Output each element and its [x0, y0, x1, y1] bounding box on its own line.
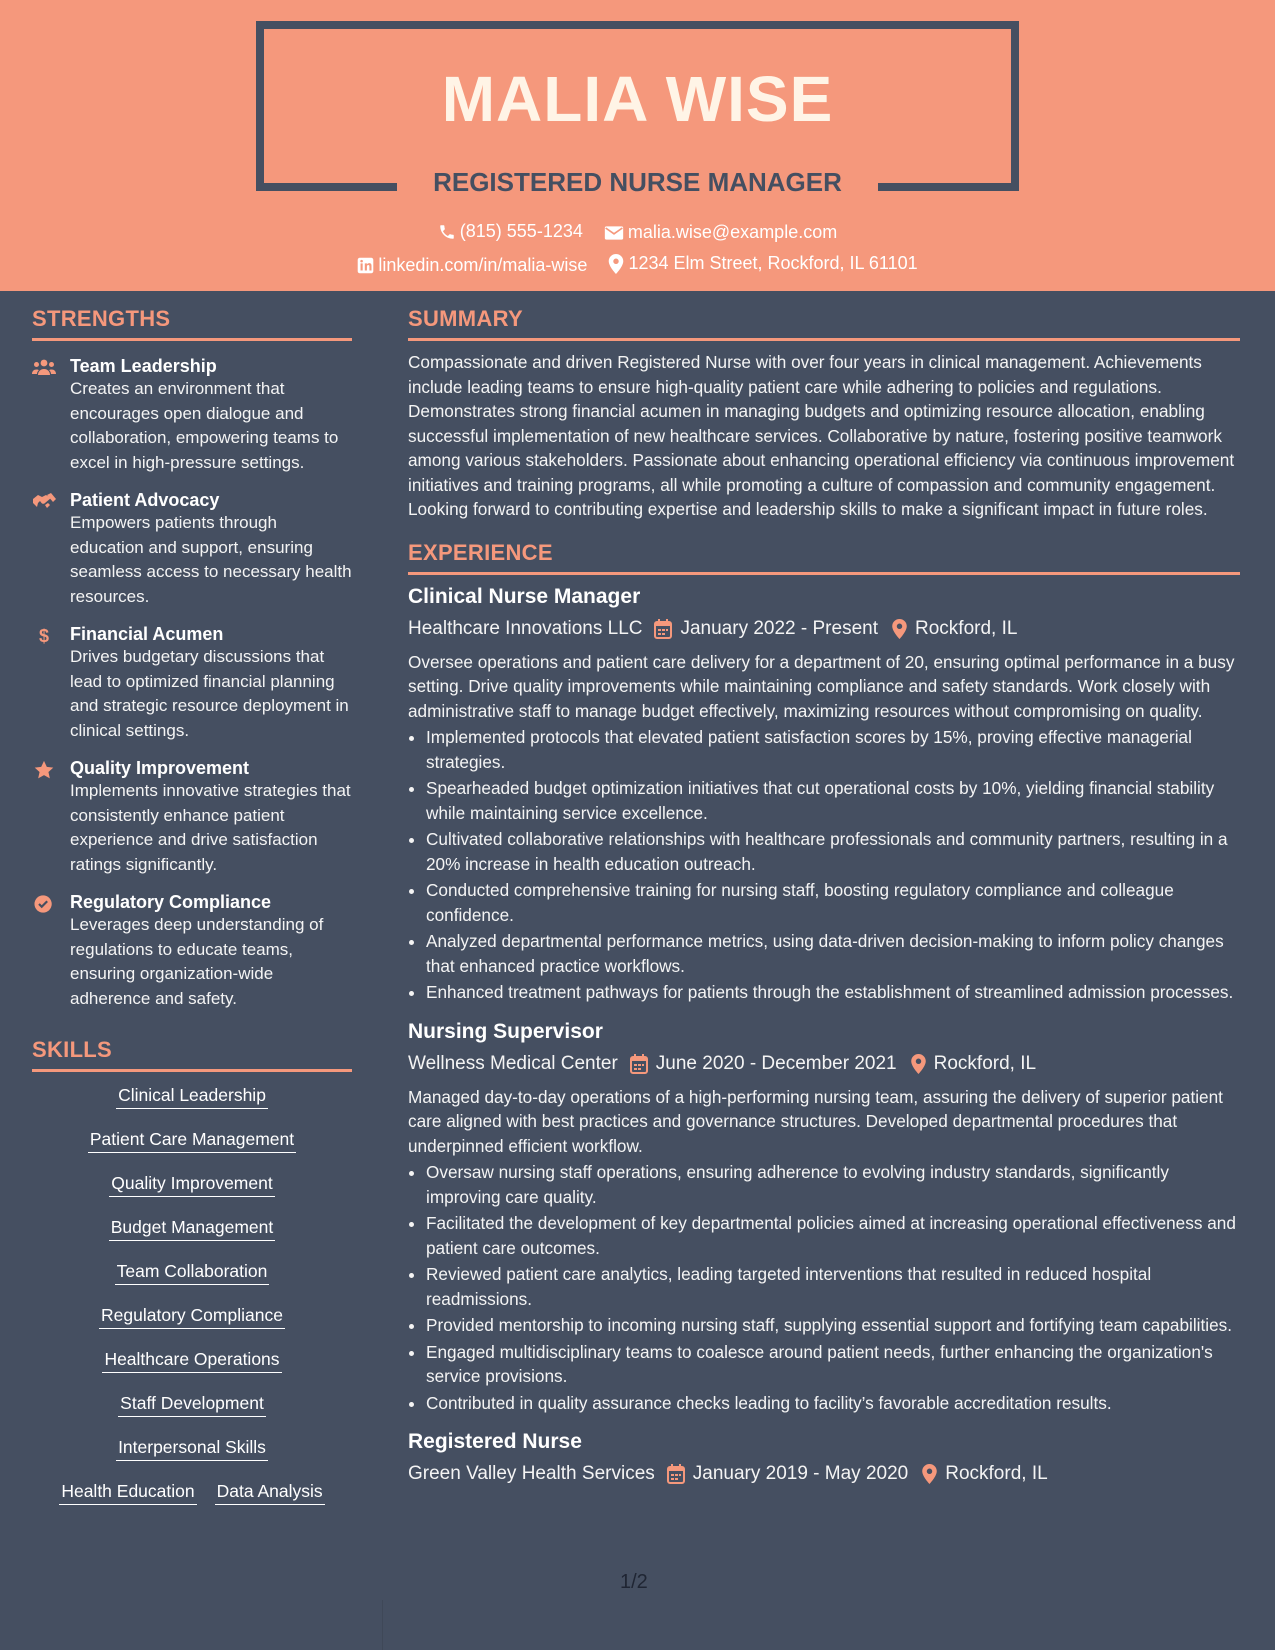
- job-bullet: • Conducted comprehensive training for nursing staff, boosting regulatory compliance and colleague confidence.: [426, 878, 1240, 927]
- strength-item: [32, 891, 352, 1011]
- phone-contact[interactable]: [438, 221, 583, 242]
- skill-tag: Health Education: [59, 1480, 196, 1505]
- calendar-icon: [654, 619, 672, 639]
- skills-heading: SKILLS: [32, 1037, 352, 1072]
- skill-tag: Patient Care Management: [88, 1128, 296, 1153]
- handshake-icon: [32, 492, 56, 510]
- experience-heading: EXPERIENCE: [408, 540, 1240, 575]
- job-bullet: • Engaged multidisciplinary teams to coalesce around patient needs, further enhancing the organization's service provisions.: [426, 1340, 1240, 1389]
- dollar-icon: [32, 626, 56, 646]
- contact-row-1: [0, 221, 1275, 246]
- summary-heading: SUMMARY: [408, 306, 1240, 341]
- job-bullet: • Reviewed patient care analytics, leading targeted interventions that resulted in reduced hospital readmissions.: [426, 1262, 1240, 1311]
- job-location: Rockford, IL: [945, 1463, 1048, 1484]
- skills-list: [32, 1084, 352, 1524]
- skill-tag: Team Collaboration: [115, 1260, 270, 1285]
- star-icon: [32, 760, 56, 780]
- job-dates: January 2019 - May 2020: [692, 1463, 909, 1484]
- job-dates: June 2020 - December 2021: [655, 1052, 897, 1074]
- job-location: Rockford, IL: [933, 1052, 1037, 1074]
- skill-tag: Quality Improvement: [109, 1172, 274, 1197]
- phone-icon: [438, 223, 456, 241]
- strength-item: [32, 757, 352, 877]
- strength-title: Quality Improvement: [70, 758, 250, 778]
- contact-row-2: [0, 253, 1275, 279]
- calendar-icon: [667, 1464, 685, 1484]
- skill-tag: Clinical Leadership: [116, 1084, 268, 1109]
- check-circle-icon: [32, 894, 56, 914]
- strength-item: [32, 355, 352, 475]
- strength-title: Regulatory Compliance: [70, 892, 272, 912]
- job-location: Rockford, IL: [915, 617, 1018, 639]
- job-bullet: • Facilitated the development of key departmental policies aimed at increasing operational effectiveness and patient care outcomes.: [426, 1211, 1240, 1260]
- linkedin-text: linkedin.com/in/malia-wise: [378, 254, 588, 275]
- map-pin-icon: [892, 619, 907, 639]
- job-entry: [408, 584, 1240, 1005]
- page-number: 1/2: [620, 1571, 648, 1593]
- header: [0, 0, 1275, 291]
- job-bullet: • Oversaw nursing staff operations, ensuring adherence to evolving industry standards, significantly improving care quality.: [426, 1160, 1240, 1209]
- strength-desc: Implements innovative strategies that consistently enhance patient experience and drive satisfaction ratings significantly.: [70, 781, 351, 874]
- strength-title: Patient Advocacy: [70, 490, 220, 510]
- job-company: Green Valley Health Services: [408, 1463, 655, 1484]
- calendar-icon: [630, 1054, 648, 1074]
- strength-desc: Empowers patients through education and support, ensuring seamless access to necessary health resources.: [70, 513, 352, 606]
- strength-desc: Drives budgetary discussions that lead to optimized financial planning and strategic resource deployment in clinical settings.: [70, 647, 349, 740]
- svg-text:$: $: [39, 626, 50, 646]
- job-meta: [408, 1051, 1240, 1077]
- job-dates: January 2022 - Present: [680, 617, 878, 639]
- job-description: Managed day-to-day operations of a high-performing nursing team, assuring the delivery of superior patient care aligned with best practices and governance structures. Developed departmental procedures that underpinned efficient workflow.: [408, 1086, 1223, 1156]
- strength-title: Team Leadership: [70, 356, 217, 376]
- job-description: Oversee operations and patient care delivery for a department of 20, ensuring optimal performance in a busy setting. Drive quality improvements while maintaining compliance and safety standards. Work closely with administrative staff to manage budget effectively, maximizing resources without compromising on quality.: [408, 651, 1235, 721]
- skill-tag: Data Analysis: [215, 1480, 325, 1505]
- left-column: [32, 306, 352, 1524]
- job-bullets: [408, 725, 1240, 1005]
- email-contact[interactable]: [604, 222, 837, 243]
- skill-tag: Interpersonal Skills: [116, 1436, 268, 1461]
- skill-tag: Staff Development: [118, 1392, 266, 1417]
- users-icon: [32, 358, 56, 376]
- right-column: [408, 306, 1240, 1487]
- job-title: Registered Nurse: [408, 1430, 582, 1453]
- job-bullet: • Cultivated collaborative relationships with healthcare professionals and community partners, resulting in a 20% increase in health education outreach.: [426, 827, 1240, 876]
- job-bullet: • Analyzed departmental performance metrics, using data-driven decision-making to inform policy changes that enhanced practice workflows.: [426, 929, 1240, 978]
- job-meta: [408, 1461, 1240, 1487]
- email-icon: [604, 225, 624, 241]
- summary-text: Compassionate and driven Registered Nurse with over four years in clinical management. Achievements include leading teams to ensure high-quality patient care while adhering to policies and regulations. Demonstrates strong financial acumen in managing budgets and optimizing resource allocation, enabling successful implementation of new healthcare services. Collaborative by nature, fostering positive teamwork among various stakeholders. Passionate about enhancing operational efficiency via continuous improvement initiatives and training programs, all while promoting a culture of compassion and community engagement. Looking forward to contributing expertise and leadership skills to make a significant impact in future roles.: [408, 352, 1235, 519]
- address-text: 1234 Elm Street, Rockford, IL 61101: [628, 253, 918, 273]
- map-pin-icon: [922, 1464, 937, 1484]
- linkedin-contact[interactable]: [357, 255, 587, 276]
- strength-desc: Leverages deep understanding of regulations to educate teams, ensuring organization-wide adherence and safety.: [70, 915, 324, 1008]
- job-bullet: • Implemented protocols that elevated patient satisfaction scores by 15%, proving effective managerial strategies.: [426, 725, 1240, 774]
- job-bullet: • Spearheaded budget optimization initiatives that cut operational costs by 10%, yielding financial stability while maintaining service excellence.: [426, 776, 1240, 825]
- map-pin-icon: [911, 1054, 926, 1074]
- skill-tag: Healthcare Operations: [102, 1348, 281, 1373]
- job-entry: [408, 1429, 1240, 1487]
- job-bullet: • Enhanced treatment pathways for patients through the establishment of streamlined admission processes.: [426, 980, 1240, 1005]
- skill-tag: Regulatory Compliance: [99, 1304, 285, 1329]
- job-bullet: • Provided mentorship to incoming nursing staff, supplying essential support and fortifying team capabilities.: [426, 1313, 1240, 1338]
- job-title: Clinical Nurse Manager: [408, 584, 641, 608]
- job-bullet: • Contributed in quality assurance checks leading to facility’s favorable accreditation results.: [426, 1391, 1240, 1416]
- job-meta: [408, 616, 1240, 642]
- email-text: malia.wise@example.com: [627, 222, 838, 242]
- job-company: Wellness Medical Center: [408, 1052, 618, 1074]
- job-company: Healthcare Innovations LLC: [408, 617, 643, 639]
- skill-tag: Budget Management: [109, 1216, 275, 1241]
- strength-desc: Creates an environment that encourages open dialogue and collaboration, empowering teams to excel in high-pressure settings.: [70, 379, 339, 472]
- strength-item: [32, 623, 352, 743]
- phone-text: (815) 555-1234: [459, 221, 583, 241]
- column-divider: [382, 1600, 383, 1650]
- job-bullets: [408, 1160, 1240, 1415]
- candidate-role: REGISTERED NURSE MANAGER: [433, 167, 842, 197]
- address-contact: [608, 253, 917, 274]
- strength-item: [32, 489, 352, 609]
- strength-title: Financial Acumen: [70, 624, 224, 644]
- strengths-heading: STRENGTHS: [32, 306, 352, 341]
- linkedin-icon: [357, 257, 374, 274]
- job-title: Nursing Supervisor: [408, 1019, 603, 1043]
- candidate-name: MALIA WISE: [441, 63, 834, 135]
- job-entry: [408, 1019, 1240, 1416]
- map-pin-icon: [608, 254, 624, 274]
